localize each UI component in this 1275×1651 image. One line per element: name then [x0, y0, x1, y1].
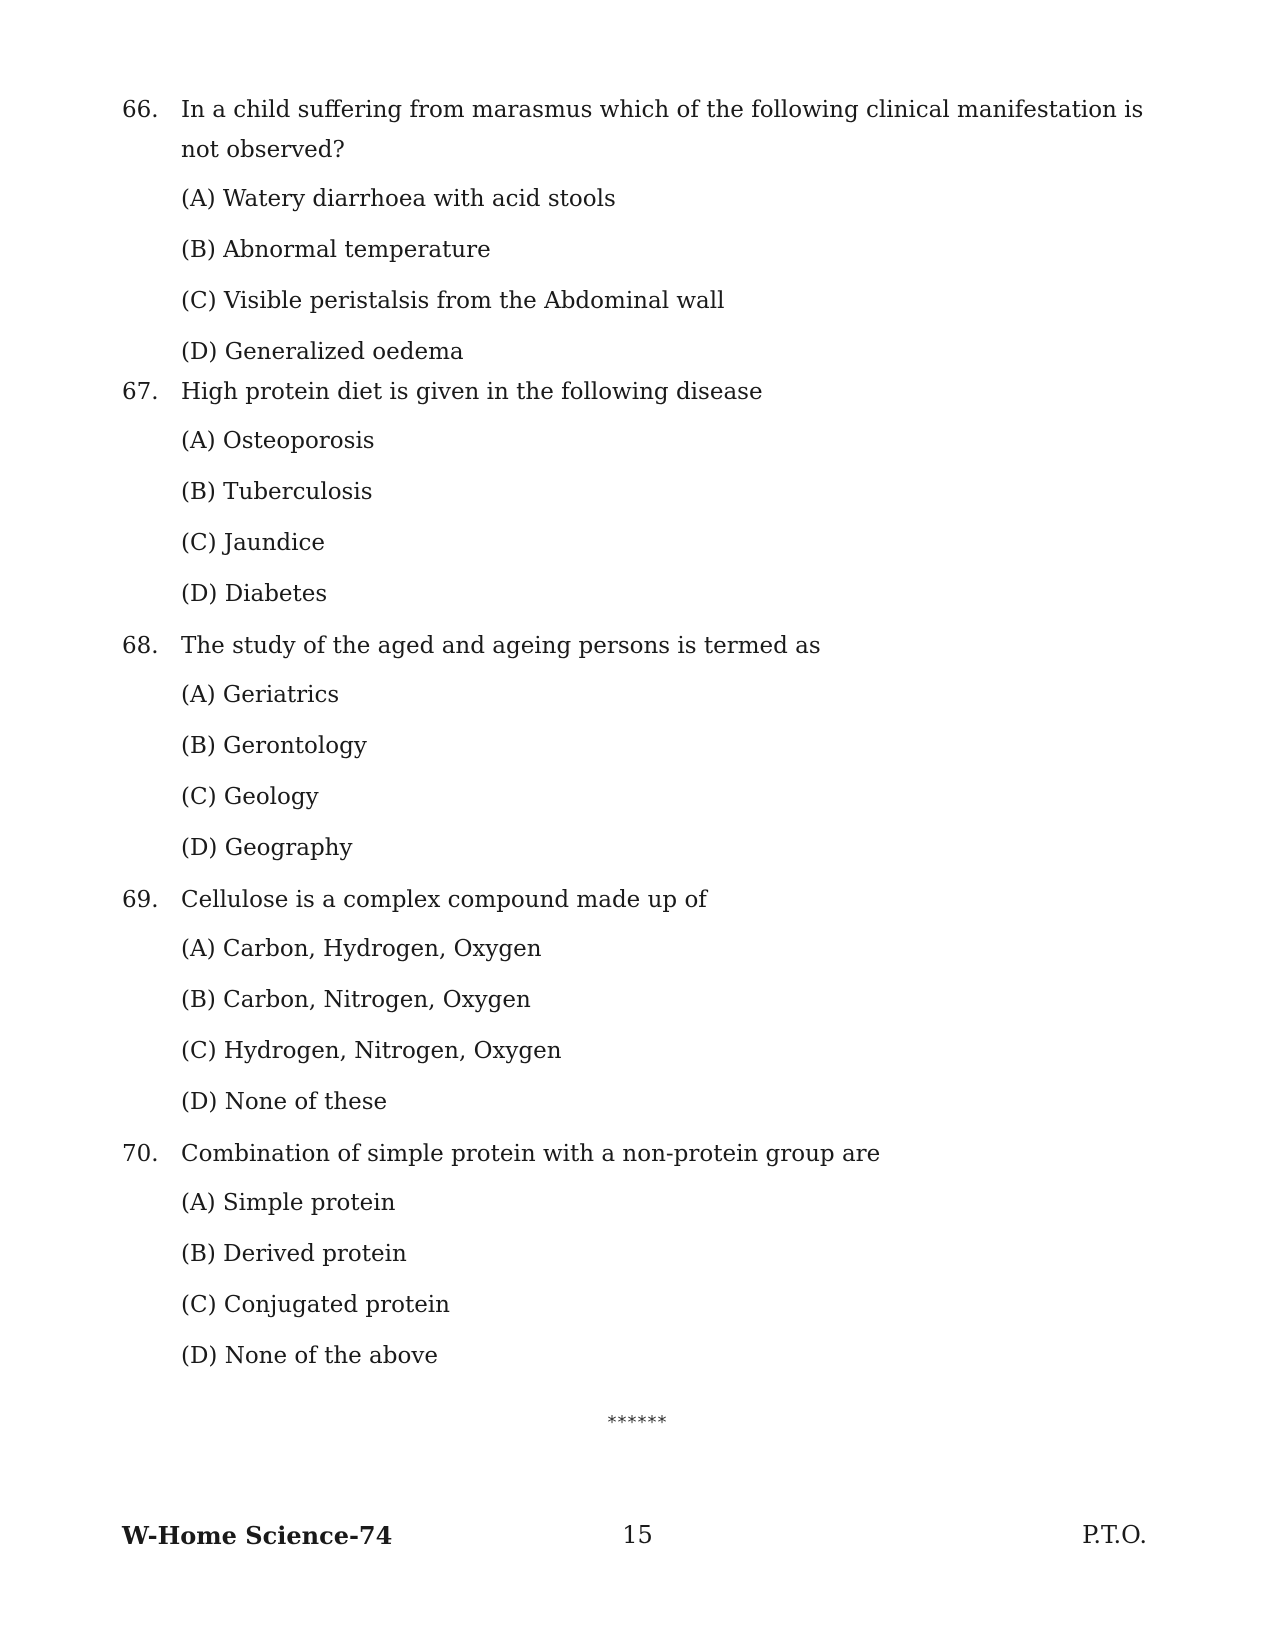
question-text: High protein diet is given in the following disease [181, 379, 763, 405]
question-text: Cellulose is a complex compound made up of [181, 887, 707, 913]
question-69 [122, 880, 1152, 1121]
option-b: (B) Gerontology [181, 733, 367, 759]
option-c: (C) Conjugated protein [181, 1292, 450, 1318]
option-list [181, 1184, 1152, 1375]
question-stem [122, 90, 1152, 170]
question-stem [122, 1134, 1152, 1174]
option-list [181, 676, 1152, 867]
option-b: (B) Tuberculosis [181, 479, 373, 505]
option-d: (D) Generalized oedema [181, 339, 464, 365]
option-d: (D) Geography [181, 835, 353, 861]
option-a: (A) Carbon, Hydrogen, Oxygen [181, 936, 542, 962]
question-number: 68. [122, 633, 159, 659]
footer-paper-code: W-Home Science-74 [122, 1521, 393, 1550]
option-list [181, 930, 1152, 1121]
footer-page-number: 15 [622, 1521, 653, 1549]
question-66 [122, 90, 1152, 371]
question-stem [122, 880, 1152, 920]
option-a: (A) Geriatrics [181, 682, 340, 708]
question-text: In a child suffering from marasmus which of the following clinical manifestation is not observed? [181, 97, 1144, 163]
question-67 [122, 372, 1152, 613]
question-68 [122, 626, 1152, 867]
option-a: (A) Osteoporosis [181, 428, 375, 454]
question-text: The study of the aged and ageing persons is termed as [181, 633, 821, 659]
option-c: (C) Jaundice [181, 530, 325, 556]
option-list [181, 180, 1152, 371]
end-marker: ****** [607, 1412, 668, 1433]
question-number: 70. [122, 1141, 159, 1167]
option-list [181, 422, 1152, 613]
question-number: 67. [122, 379, 159, 405]
option-b: (B) Abnormal temperature [181, 237, 491, 263]
option-d: (D) Diabetes [181, 581, 328, 607]
question-70 [122, 1134, 1152, 1375]
option-c: (C) Geology [181, 784, 319, 810]
option-a: (A) Simple protein [181, 1190, 396, 1216]
footer-pto: P.T.O. [1082, 1521, 1147, 1549]
option-b: (B) Derived protein [181, 1241, 407, 1267]
option-d: (D) None of the above [181, 1343, 438, 1369]
question-number: 69. [122, 887, 159, 913]
question-text: Combination of simple protein with a non-protein group are [181, 1141, 881, 1167]
question-stem [122, 626, 1152, 666]
option-b: (B) Carbon, Nitrogen, Oxygen [181, 987, 531, 1013]
question-number: 66. [122, 97, 159, 123]
option-a: (A) Watery diarrhoea with acid stools [181, 186, 616, 212]
option-d: (D) None of these [181, 1089, 388, 1115]
option-c: (C) Visible peristalsis from the Abdominal wall [181, 288, 725, 314]
question-stem [122, 372, 1152, 412]
option-c: (C) Hydrogen, Nitrogen, Oxygen [181, 1038, 562, 1064]
